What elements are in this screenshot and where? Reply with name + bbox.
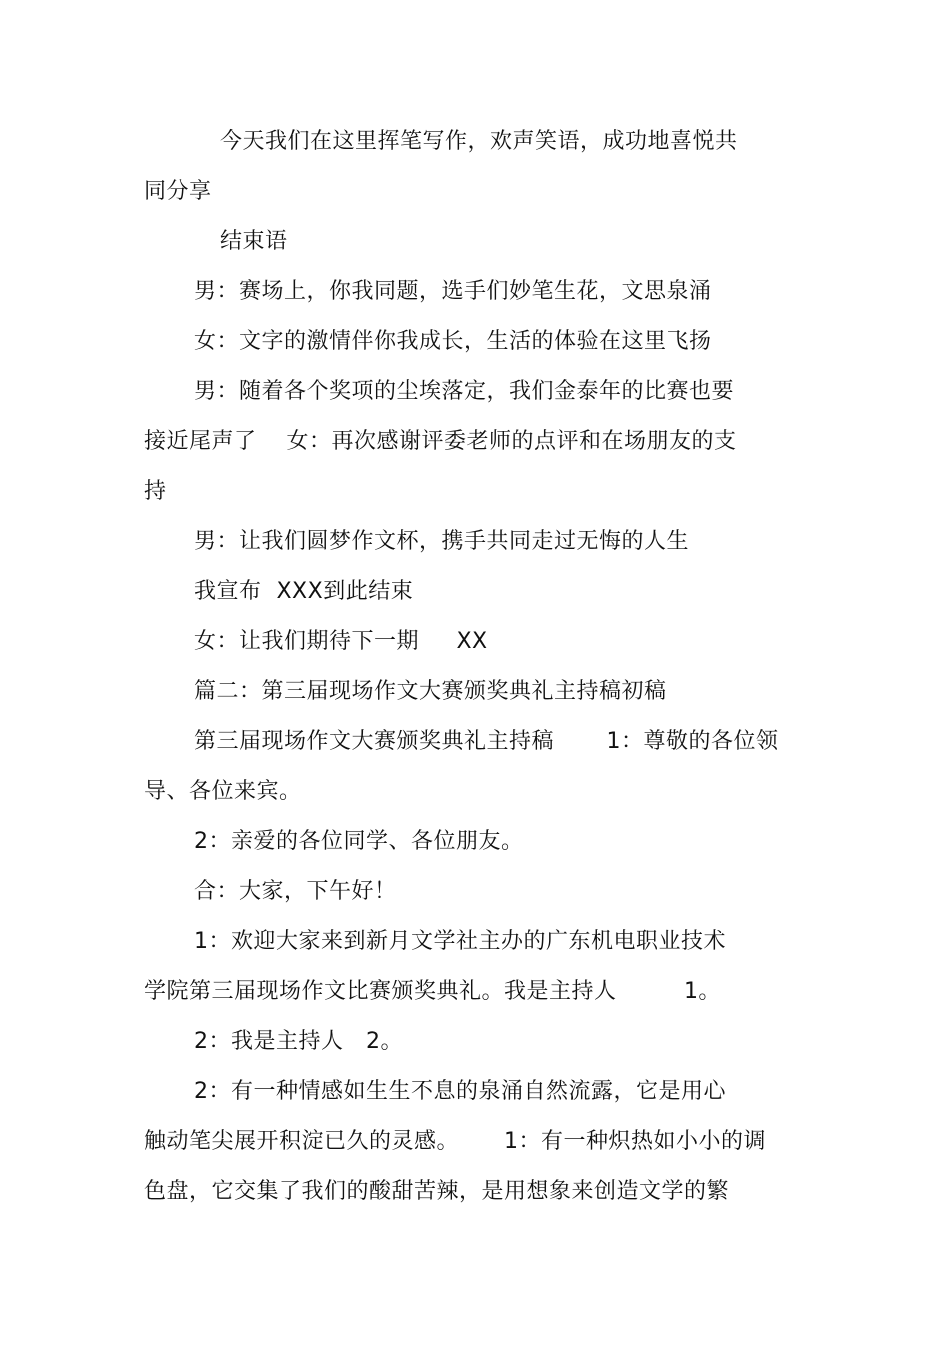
text-line: 2：我是主持人 2。 xyxy=(194,1029,403,1054)
text-line: 男：让我们圆梦作文杯，携手共同走过无悔的人生 xyxy=(194,529,690,554)
text-line: 持 xyxy=(144,479,167,504)
text-line: 女：让我们期待下一期 XX xyxy=(194,629,488,654)
section-heading: 篇二：第三届现场作文大赛颁奖典礼主持稿初稿 xyxy=(194,679,667,704)
text-line: 1：欢迎大家来到新月文学社主办的广东机电职业技术 xyxy=(194,929,726,954)
text-line: 色盘，它交集了我们的酸甜苦辣，是用想象来创造文学的繁 xyxy=(144,1179,730,1204)
section-heading: 结束语 xyxy=(220,229,288,254)
text-line: 导、各位来宾。 xyxy=(144,779,302,804)
text-line: 男：赛场上，你我同题，选手们妙笔生花，文思泉涌 xyxy=(194,279,712,304)
text-line: 我宣布 XXX到此结束 xyxy=(194,579,414,604)
text-line: 2：亲爱的各位同学、各位朋友。 xyxy=(194,829,524,854)
text-line: 合：大家，下午好！ xyxy=(194,879,397,904)
text-line: 男：随着各个奖项的尘埃落定，我们金泰年的比赛也要 xyxy=(194,379,735,404)
text-line: 今天我们在这里挥笔写作，欢声笑语，成功地喜悦共 xyxy=(220,129,738,154)
text-line: 学院第三届现场作文比赛颁奖典礼。我是主持人 1。 xyxy=(144,979,721,1004)
text-line: 接近尾声了 女：再次感谢评委老师的点评和在场朋友的支 xyxy=(144,429,737,454)
text-line: 2：有一种情感如生生不息的泉涌自然流露，它是用心 xyxy=(194,1079,726,1104)
text-line: 同分享 xyxy=(144,179,212,204)
text-line: 女：文字的激情伴你我成长，生活的体验在这里飞扬 xyxy=(194,329,712,354)
text-line: 第三届现场作文大赛颁奖典礼主持稿 1：尊敬的各位领 xyxy=(194,729,779,754)
text-line: 触动笔尖展开积淀已久的灵感。 1：有一种炽热如小小的调 xyxy=(144,1129,766,1154)
